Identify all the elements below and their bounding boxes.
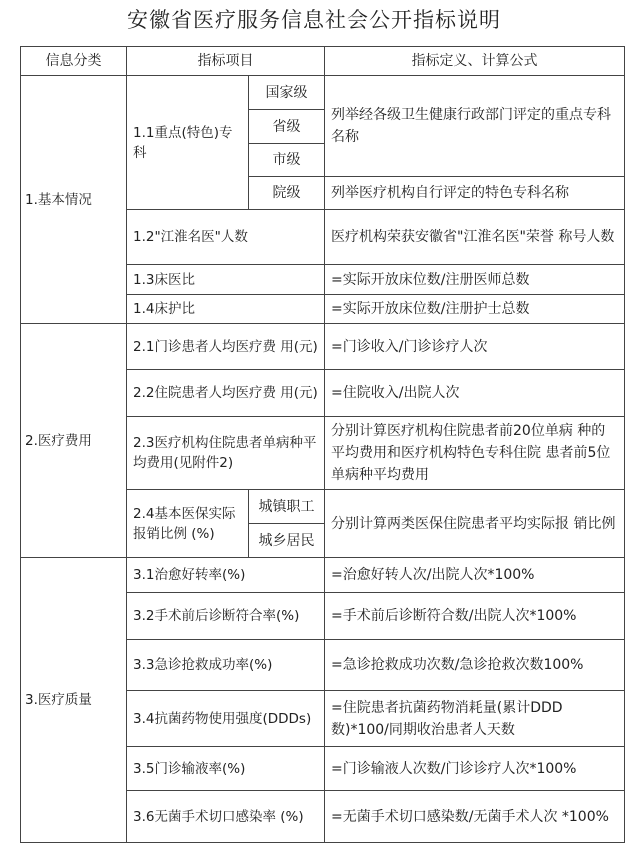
definition-cell: 分别计算医疗机构住院患者前20位单病 种的平均费用和医疗机构特色专科住院 患者前5位单病种平均费用 [325, 417, 625, 490]
definition-cell: =门诊输液人次数/门诊诊疗人次*100% [325, 747, 625, 791]
header-category: 信息分类 [21, 47, 127, 76]
item-cell: 2.4基本医保实际报销比例 (%) [127, 490, 249, 558]
definition-cell: =住院收入/出院人次 [325, 370, 625, 417]
item-cell: 3.5门诊输液率(%) [127, 747, 325, 791]
table-row [21, 76, 625, 110]
sub-item-cell: 国家级 [249, 76, 325, 110]
definition-cell: =实际开放床位数/注册护士总数 [325, 295, 625, 324]
sub-item-cell: 城镇职工 [249, 490, 325, 524]
item-cell: 2.2住院患者人均医疗费 用(元) [127, 370, 325, 417]
item-cell: 2.3医疗机构住院患者单病种平均费用(见附件2) [127, 417, 325, 490]
definition-cell: =门诊收入/门诊诊疗人次 [325, 324, 625, 370]
header-row [21, 47, 625, 76]
item-cell: 3.6无菌手术切口感染率 (%) [127, 791, 325, 843]
definition-cell: =无菌手术切口感染数/无菌手术人次 *100% [325, 791, 625, 843]
definition-cell: 列举医疗机构自行评定的特色专科名称 [325, 177, 625, 210]
sub-item-cell: 省级 [249, 110, 325, 144]
item-cell: 1.3床医比 [127, 265, 325, 295]
item-cell: 3.2手术前后诊断符合率(%) [127, 593, 325, 640]
item-cell: 3.1治愈好转率(%) [127, 558, 325, 593]
definition-cell: =住院患者抗菌药物消耗量(累计DDD数)*100/同期收治患者人天数 [325, 691, 625, 747]
header-item: 指标项目 [127, 47, 325, 76]
definition-cell: 列举经各级卫生健康行政部门评定的重点专科名称 [325, 76, 625, 177]
item-cell: 3.3急诊抢救成功率(%) [127, 640, 325, 691]
category-cell: 2.医疗费用 [21, 324, 127, 558]
sub-item-cell: 院级 [249, 177, 325, 210]
table-row [21, 324, 625, 370]
item-cell: 1.4床护比 [127, 295, 325, 324]
definition-cell: =手术前后诊断符合数/出院人次*100% [325, 593, 625, 640]
category-cell: 3.医疗质量 [21, 558, 127, 843]
item-cell: 1.2"江淮名医"人数 [127, 210, 325, 265]
item-cell: 1.1重点(特色)专科 [127, 76, 249, 210]
sub-item-cell: 市级 [249, 144, 325, 177]
header-definition: 指标定义、计算公式 [325, 47, 625, 76]
category-cell: 1.基本情况 [21, 76, 127, 324]
definition-cell: =实际开放床位数/注册医师总数 [325, 265, 625, 295]
item-cell: 2.1门诊患者人均医疗费 用(元) [127, 324, 325, 370]
definition-cell: 医疗机构荣获安徽省"江淮名医"荣誉 称号人数 [325, 210, 625, 265]
sub-item-cell: 城乡居民 [249, 524, 325, 558]
indicator-table [20, 46, 625, 843]
definition-cell: 分别计算两类医保住院患者平均实际报 销比例 [325, 490, 625, 558]
definition-cell: =治愈好转人次/出院人次*100% [325, 558, 625, 593]
item-cell: 3.4抗菌药物使用强度(DDDs) [127, 691, 325, 747]
table-row [21, 558, 625, 593]
definition-cell: =急诊抢救成功次数/急诊抢救次数100% [325, 640, 625, 691]
page-title: 安徽省医疗服务信息社会公开指标说明 [127, 8, 501, 32]
